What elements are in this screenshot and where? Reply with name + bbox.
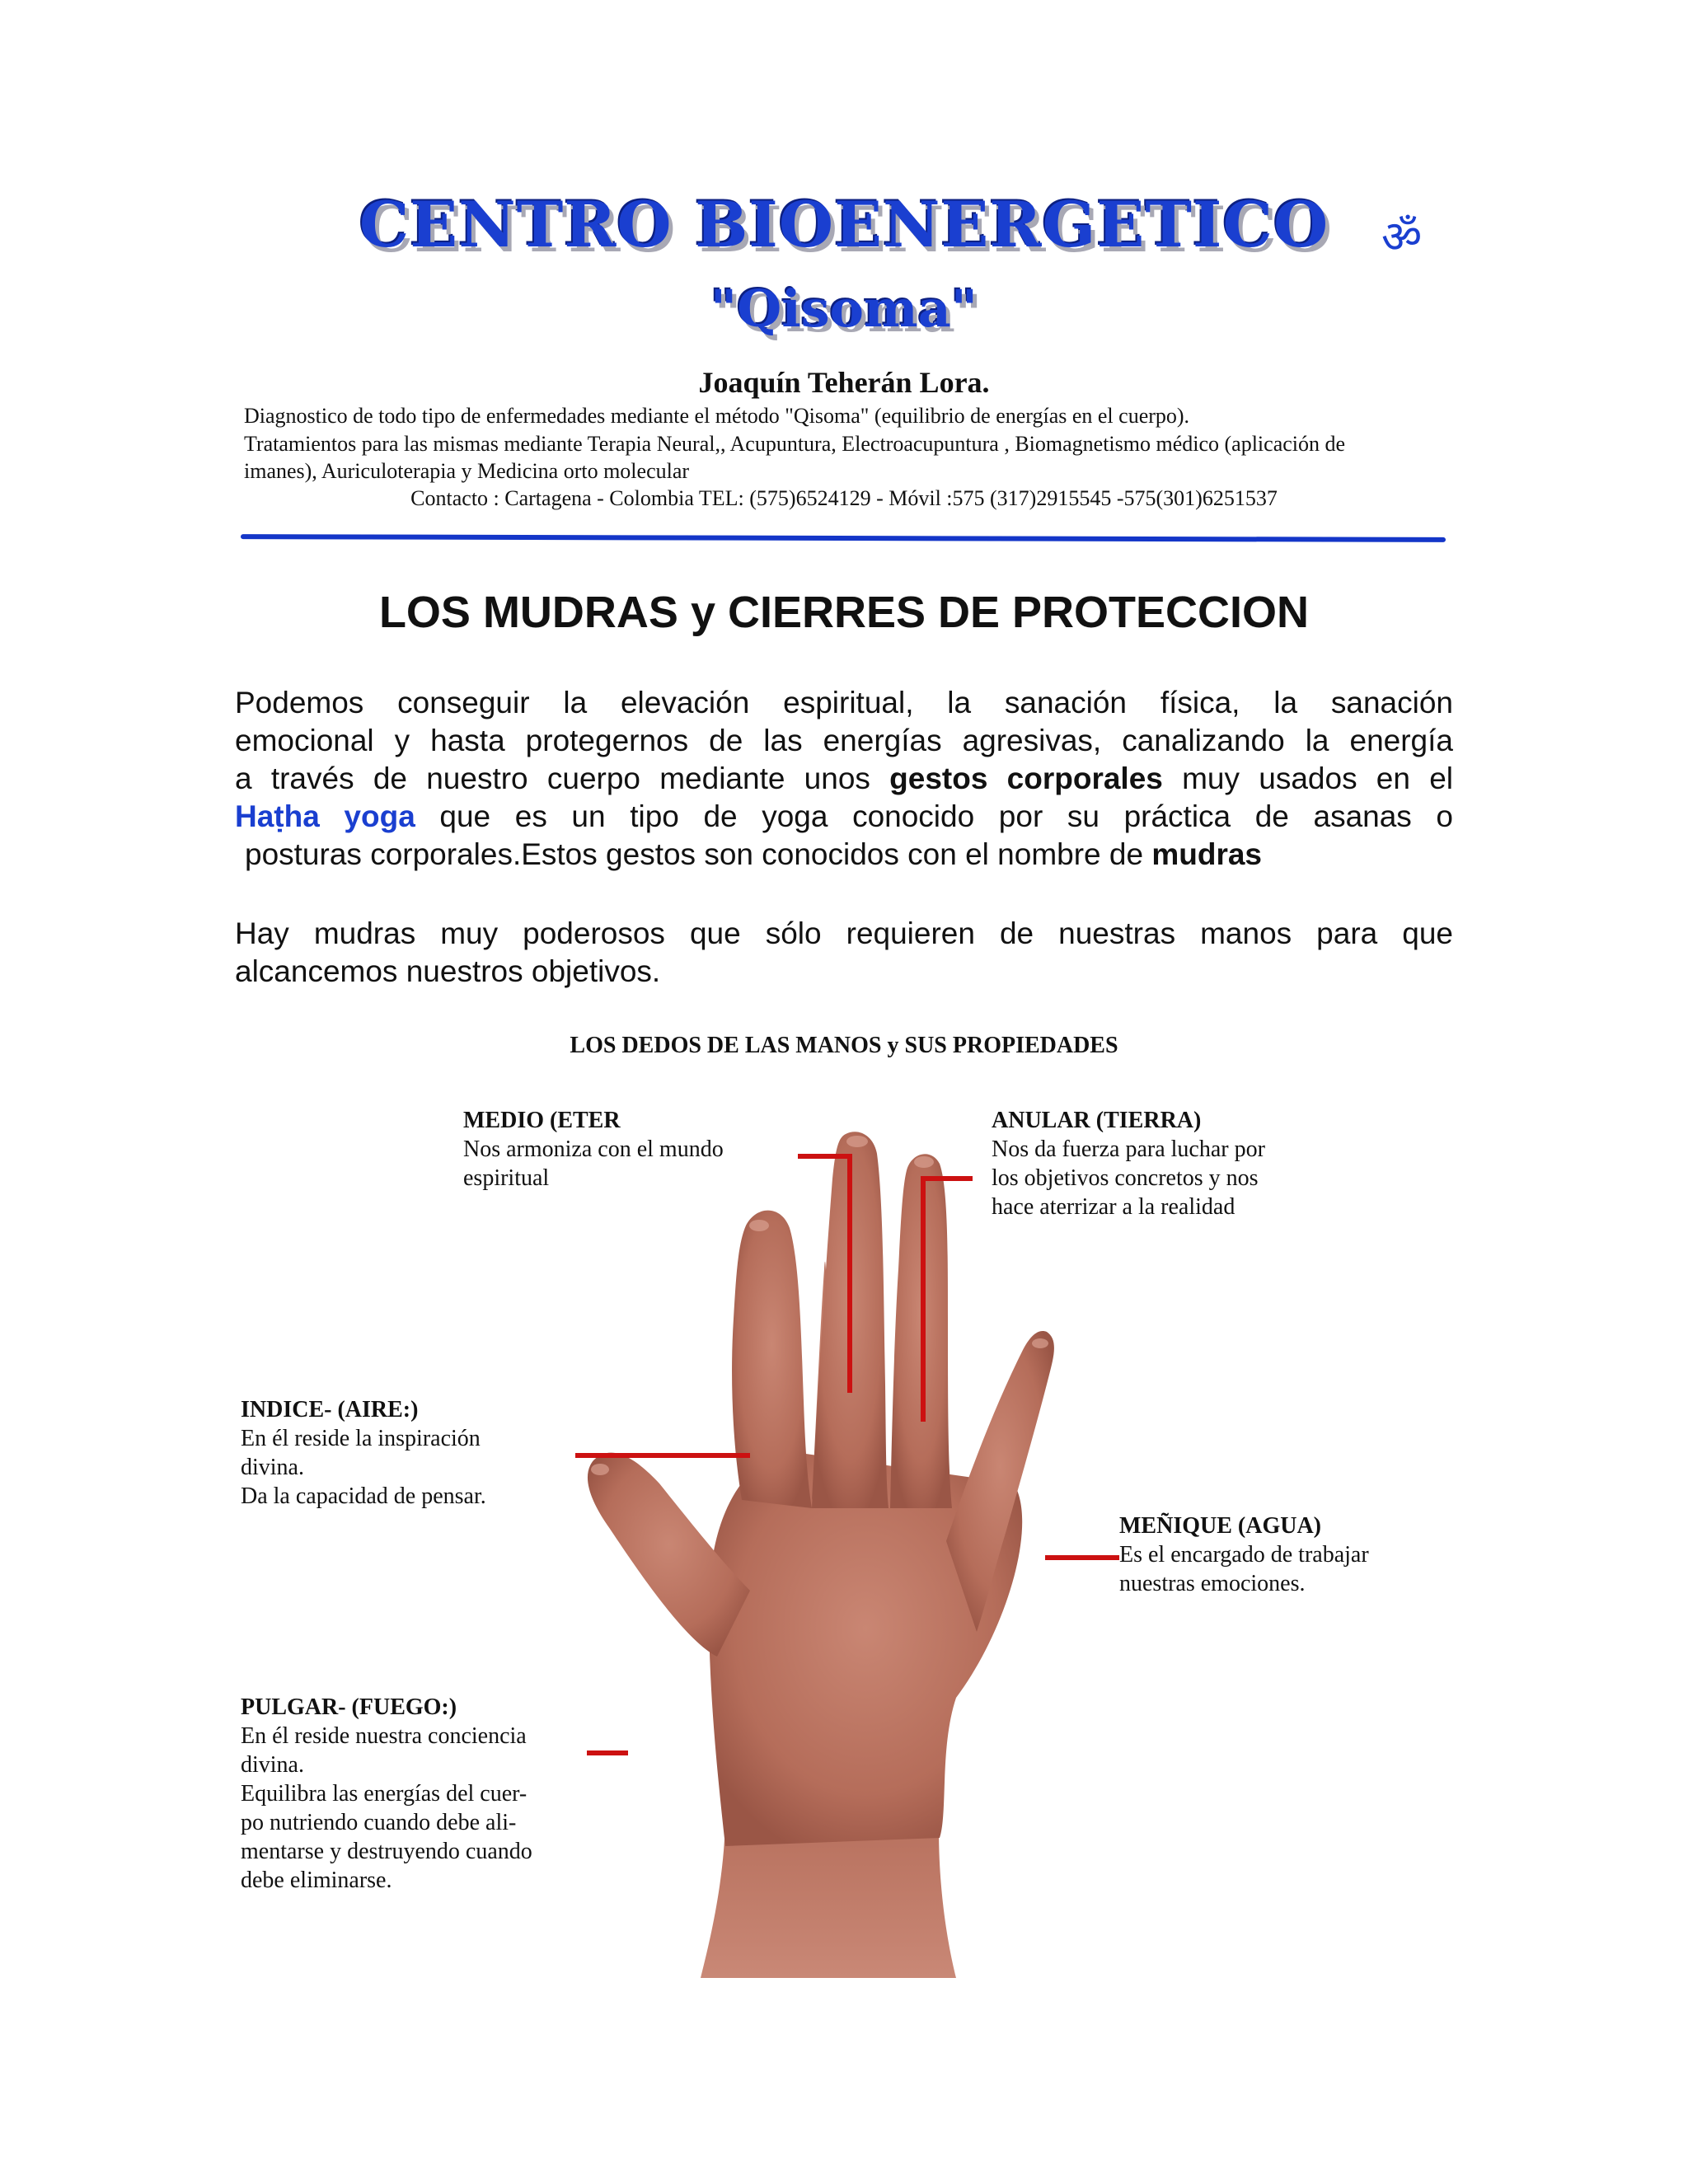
hatha-yoga-link[interactable]: Haṭha yoga [235,799,415,833]
label-medio-line: espiritual [463,1165,550,1191]
mudras-term: mudras [1151,837,1262,871]
label-pulgar-line: Equilibra las energías del cuer- [241,1781,528,1807]
para1-line4-rest: que es un tipo de yoga conocido por su práctica de asanas o [415,799,1453,833]
para2-line2: alcancemos nuestros objetivos. [235,954,661,988]
label-indice [241,1395,486,1511]
hand-shape [588,1132,1054,1978]
label-medio-line: Nos armoniza con el mundo [463,1137,724,1162]
label-pulgar-line: divina. [241,1752,304,1778]
label-menique-line: nuestras emociones. [1119,1571,1306,1596]
label-indice-line: divina. [241,1455,304,1480]
label-medio-head: MEDIO (ETER [463,1108,621,1133]
label-pulgar-line: po nutriendo cuando debe ali- [241,1810,517,1835]
para2-line1: Hay mudras muy poderosos que sólo requieren de nuestras manos para que [235,916,1453,950]
label-menique-line: Es el encargado de trabajar [1119,1542,1369,1568]
label-indice-line: Da la capacidad de pensar. [241,1483,486,1509]
label-indice-head: INDICE- (AIRE:) [241,1397,419,1422]
header-line-tratamientos: Tratamientos para las mismas mediante Terapia Neural,, Acupuntura, Electroacupuntura , Biomagnetismo médico (aplicación de [244,432,1346,456]
para1-line1: Podemos conseguir la elevación espiritual, la sanación física, la sanación [235,686,1453,719]
gestos-corporales-term: gestos corporales [889,762,1163,795]
para1-line5-a: posturas corporales.Estos gestos son conocidos con el nombre de [245,837,1152,871]
para1-line3-b: muy usados en el [1162,762,1454,795]
header-line-imanes: imanes), Auriculoterapia y Medicina orto molecular [244,459,690,483]
para1-line2: emocional y hasta protegernos de las energías agresivas, canalizando la energía [235,724,1453,757]
label-menique-head: MEÑIQUE (AGUA) [1119,1513,1321,1539]
org-subtitle: "Qisoma" [710,279,978,339]
label-anular-line: hace aterrizar a la realidad [992,1194,1236,1220]
label-pulgar [241,1693,532,1895]
figure-title: LOS DEDOS DE LAS MANOS y SUS PROPIEDADES [570,1033,1118,1058]
label-pulgar-line: mentarse y destruyendo cuando [241,1839,532,1864]
para1-line3-a: a través de nuestro cuerpo mediante unos [235,762,890,795]
label-anular-line: Nos da fuerza para luchar por [992,1137,1265,1162]
org-title: CENTRO BIOENERGETICO [359,188,1329,261]
page-title: LOS MUDRAS y CIERRES DE PROTECCION [378,588,1310,637]
label-anular-line: los objetivos concretos y nos [992,1165,1259,1191]
header-contact: Contacto : Cartagena - Colombia TEL: (575)6524129 - Móvil :575 (317)2915545 -575(301)6251537 [410,486,1278,510]
label-pulgar-line: debe eliminarse. [241,1868,392,1893]
author-name: Joaquín Teherán Lora. [698,366,990,399]
header-line-diagnostico: Diagnostico de todo tipo de enfermedades mediante el método "Qisoma" (equilibrio de energías en el cuerpo). [244,404,1190,428]
label-indice-line: En él reside la inspiración [241,1426,481,1451]
om-symbol-icon: ॐ [1381,211,1423,263]
label-anular [992,1106,1265,1221]
label-medio [463,1106,724,1193]
label-anular-head: ANULAR (TIERRA) [992,1108,1202,1133]
label-pulgar-head: PULGAR- (FUEGO:) [241,1694,457,1720]
label-pulgar-line: En él reside nuestra conciencia [241,1723,527,1749]
label-menique [1119,1511,1369,1598]
